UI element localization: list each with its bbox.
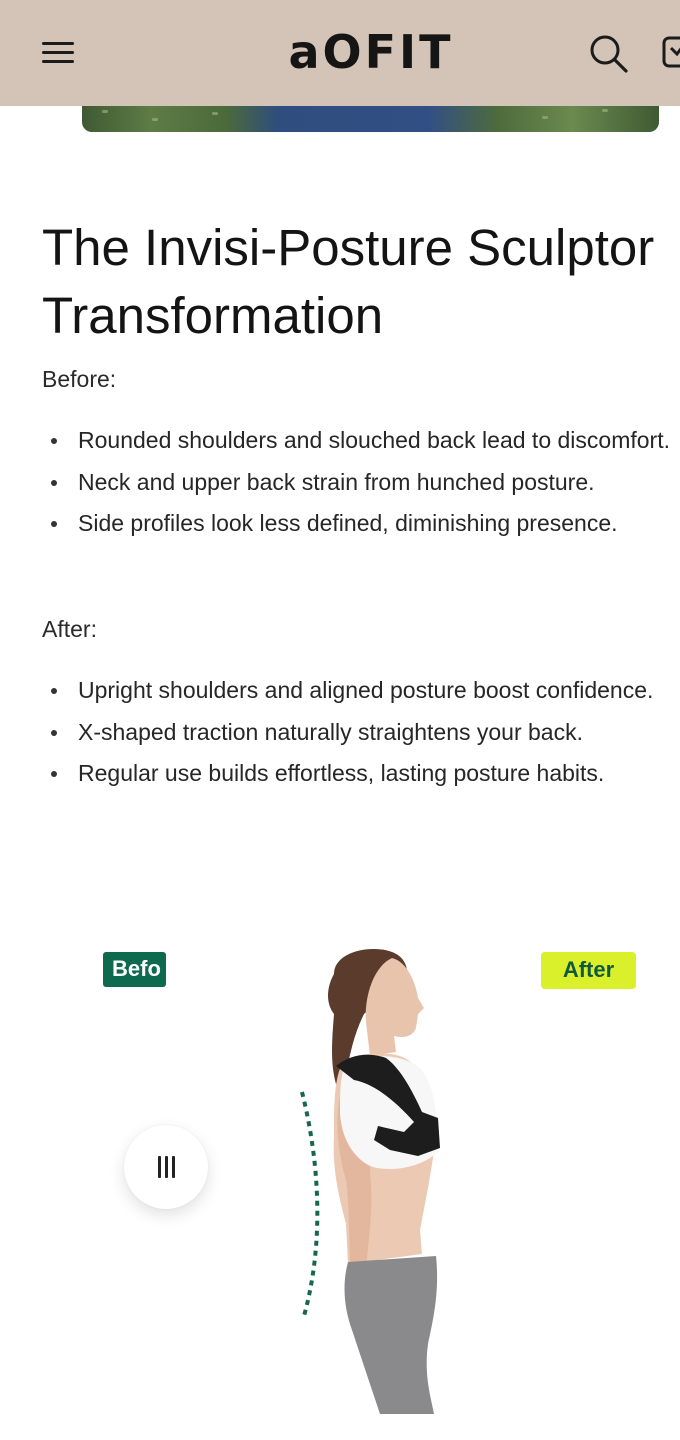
posture-model-image	[290, 944, 460, 1414]
list-item: Regular use builds effortless, lasting posture habits.	[42, 753, 672, 795]
menu-button[interactable]	[40, 38, 76, 66]
drag-grip-icon	[158, 1156, 175, 1178]
after-label: After:	[42, 616, 97, 642]
section-title: The Invisi-Posture Sculptor Transformation	[42, 219, 655, 344]
cart-button[interactable]	[662, 34, 680, 70]
menu-icon-line	[42, 51, 74, 54]
after-list	[42, 670, 672, 795]
site-logo[interactable]: aOFIT	[288, 25, 454, 79]
site-header	[0, 0, 680, 106]
grass-texture	[152, 118, 158, 121]
menu-icon-line	[42, 42, 74, 45]
grass-texture	[102, 110, 108, 113]
model-leggings	[345, 1256, 438, 1414]
menu-icon-line	[42, 60, 74, 63]
search-icon	[588, 33, 630, 75]
before-label: Before:	[42, 366, 117, 392]
list-item: Rounded shoulders and slouched back lead to discomfort.	[42, 420, 672, 462]
list-item: Side profiles look less defined, diminishing presence.	[42, 503, 672, 545]
grip-bar	[165, 1156, 168, 1178]
grip-bar	[158, 1156, 161, 1178]
after-badge: After	[541, 952, 636, 989]
before-after-comparison[interactable]	[0, 880, 680, 1440]
grip-bar	[172, 1156, 175, 1178]
grass-texture	[542, 116, 548, 119]
before-badge: Befo	[103, 952, 166, 987]
cart-icon	[662, 34, 680, 70]
comparison-slider-handle[interactable]	[124, 1125, 208, 1209]
grass-texture	[602, 109, 608, 112]
list-item: Neck and upper back strain from hunched posture.	[42, 462, 672, 504]
grass-texture	[212, 112, 218, 115]
spine-alignment-line	[302, 1092, 317, 1316]
search-button[interactable]	[588, 33, 630, 75]
list-item: X-shaped traction naturally straightens your back.	[42, 712, 672, 754]
before-list	[42, 420, 672, 545]
list-item: Upright shoulders and aligned posture boost confidence.	[42, 670, 672, 712]
